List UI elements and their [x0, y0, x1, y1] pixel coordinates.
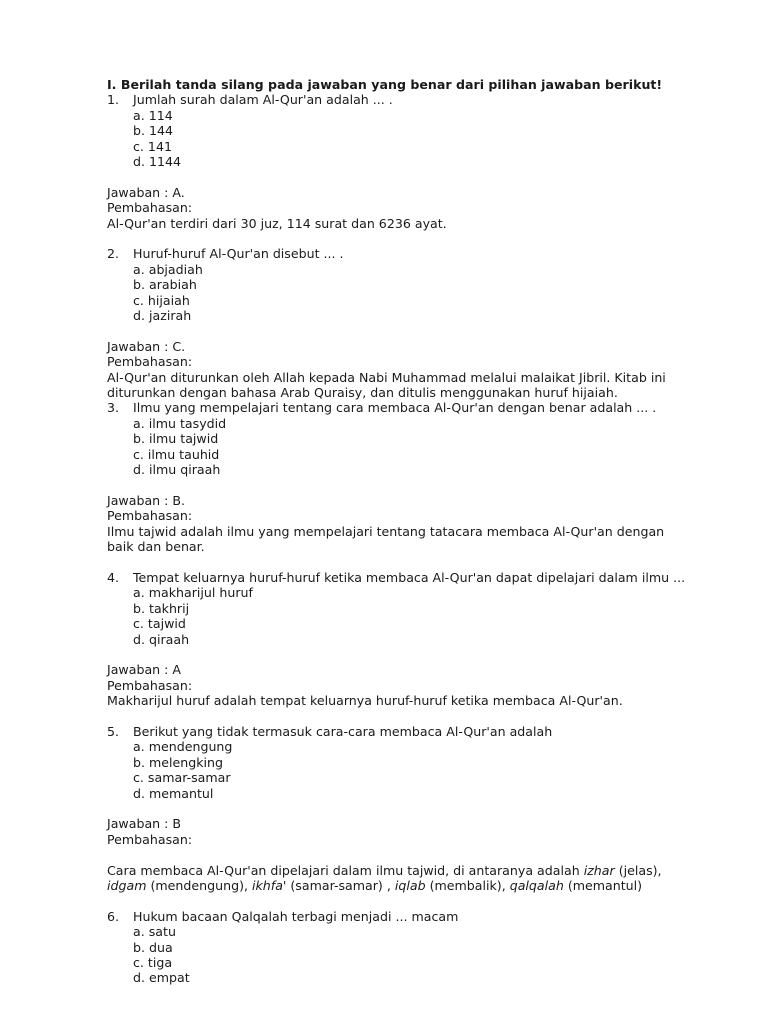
option-b: b. 144	[133, 123, 174, 139]
option-a: a. abjadiah	[133, 261, 203, 277]
question-number: 5.	[107, 723, 120, 739]
option-b: b. arabiah	[133, 277, 197, 293]
term-iqlab: iqlab	[394, 877, 426, 893]
option-a: a. 114	[133, 107, 173, 123]
answer: Jawaban : A.	[107, 184, 185, 200]
explanation-label: Pembahasan:	[107, 508, 193, 524]
explanation-label: Pembahasan:	[107, 831, 193, 847]
option-c: c. 141	[133, 138, 172, 154]
option-d: d. qiraah	[133, 631, 190, 647]
option-d: d. ilmu qiraah	[133, 462, 221, 478]
explanation: Al-Qur'an terdiri dari 30 juz, 114 surat dan 6236 ayat.	[107, 215, 447, 231]
term-izhar: izhar	[583, 862, 615, 878]
term-qalqalah: qalqalah	[509, 877, 564, 893]
question-text: Hukum bacaan Qalqalah terbagi menjadi ... macam	[133, 908, 459, 924]
option-d: d. jazirah	[133, 308, 192, 324]
option-d: d. 1144	[133, 154, 182, 170]
question-5	[107, 724, 727, 893]
explanation-label: Pembahasan:	[107, 354, 193, 370]
option-a: a. mendengung	[133, 739, 233, 755]
answer: Jawaban : B.	[107, 492, 186, 508]
question-1	[107, 92, 727, 231]
term-ikhfa: ikhfa'	[252, 877, 287, 893]
question-number: 3.	[107, 400, 120, 416]
option-c: c. tajwid	[133, 616, 186, 632]
question-4	[107, 570, 727, 709]
explanation: Makharijul huruf adalah tempat keluarnya huruf-huruf ketika membaca Al-Qur'an.	[107, 693, 623, 709]
explanation-line-2: baik dan benar.	[107, 539, 205, 555]
answer: Jawaban : B	[107, 816, 182, 832]
explanation-line-1: Ilmu tajwid adalah ilmu yang mempelajari tentang tatacara membaca Al-Qur'an dengan	[107, 523, 665, 539]
option-b: b. melengking	[133, 754, 224, 770]
explanation-line-2: diturunkan dengan bahasa Arab Quraisy, dan ditulis menggunakan huruf hijaiah.	[107, 385, 618, 401]
question-6	[107, 909, 727, 986]
option-b: b. takhrij	[133, 600, 190, 616]
option-c: c. samar-samar	[133, 770, 231, 786]
question-text: Huruf-huruf Al-Qur'an disebut ... .	[133, 246, 344, 262]
question-text: Tempat keluarnya huruf-huruf ketika membaca Al-Qur'an dapat dipelajari dalam ilmu ...	[133, 569, 686, 585]
question-number: 2.	[107, 246, 120, 262]
option-b: b. ilmu tajwid	[133, 431, 219, 447]
option-a: a. ilmu tasydid	[133, 415, 227, 431]
question-3	[107, 400, 727, 554]
option-c: c. hijaiah	[133, 292, 190, 308]
explanation-label: Pembahasan:	[107, 200, 193, 216]
question-number: 6.	[107, 908, 120, 924]
question-2	[107, 246, 727, 400]
answer: Jawaban : C.	[107, 338, 186, 354]
explanation-line-1: Al-Qur'an diturunkan oleh Allah kepada Nabi Muhammad melalui malaikat Jibril. Kitab ini	[107, 369, 666, 385]
question-number: 1.	[107, 92, 120, 108]
explanation-label: Pembahasan:	[107, 677, 193, 693]
question-number: 4.	[107, 569, 120, 585]
option-b: b. dua	[133, 939, 173, 955]
explanation: Cara membaca Al-Qur'an dipelajari dalam ilmu tajwid, di antaranya adalah izhar (jelas), idgam (mendengung), ikhfa' (samar-samar) , iqlab (membalik), qalqalah (memantul)	[107, 862, 662, 893]
option-a: a. makharijul huruf	[133, 585, 253, 601]
option-c: c. tiga	[133, 955, 173, 970]
quiz-document	[107, 77, 727, 986]
option-c: c. ilmu tauhid	[133, 446, 220, 462]
answer: Jawaban : A	[107, 662, 182, 678]
question-text: Jumlah surah dalam Al-Qur'an adalah ... .	[133, 92, 393, 108]
question-text: Berikut yang tidak termasuk cara-cara membaca Al-Qur'an adalah	[133, 723, 553, 739]
option-d: d. empat	[133, 970, 190, 986]
question-text: Ilmu yang mempelajari tentang cara membaca Al-Qur'an dengan benar adalah ... .	[133, 400, 657, 416]
term-idgam: idgam	[107, 877, 147, 893]
option-d: d. memantul	[133, 785, 214, 801]
option-a: a. satu	[133, 924, 176, 940]
section-heading: I. Berilah tanda silang pada jawaban yang benar dari pilihan jawaban berikut!	[107, 77, 663, 92]
